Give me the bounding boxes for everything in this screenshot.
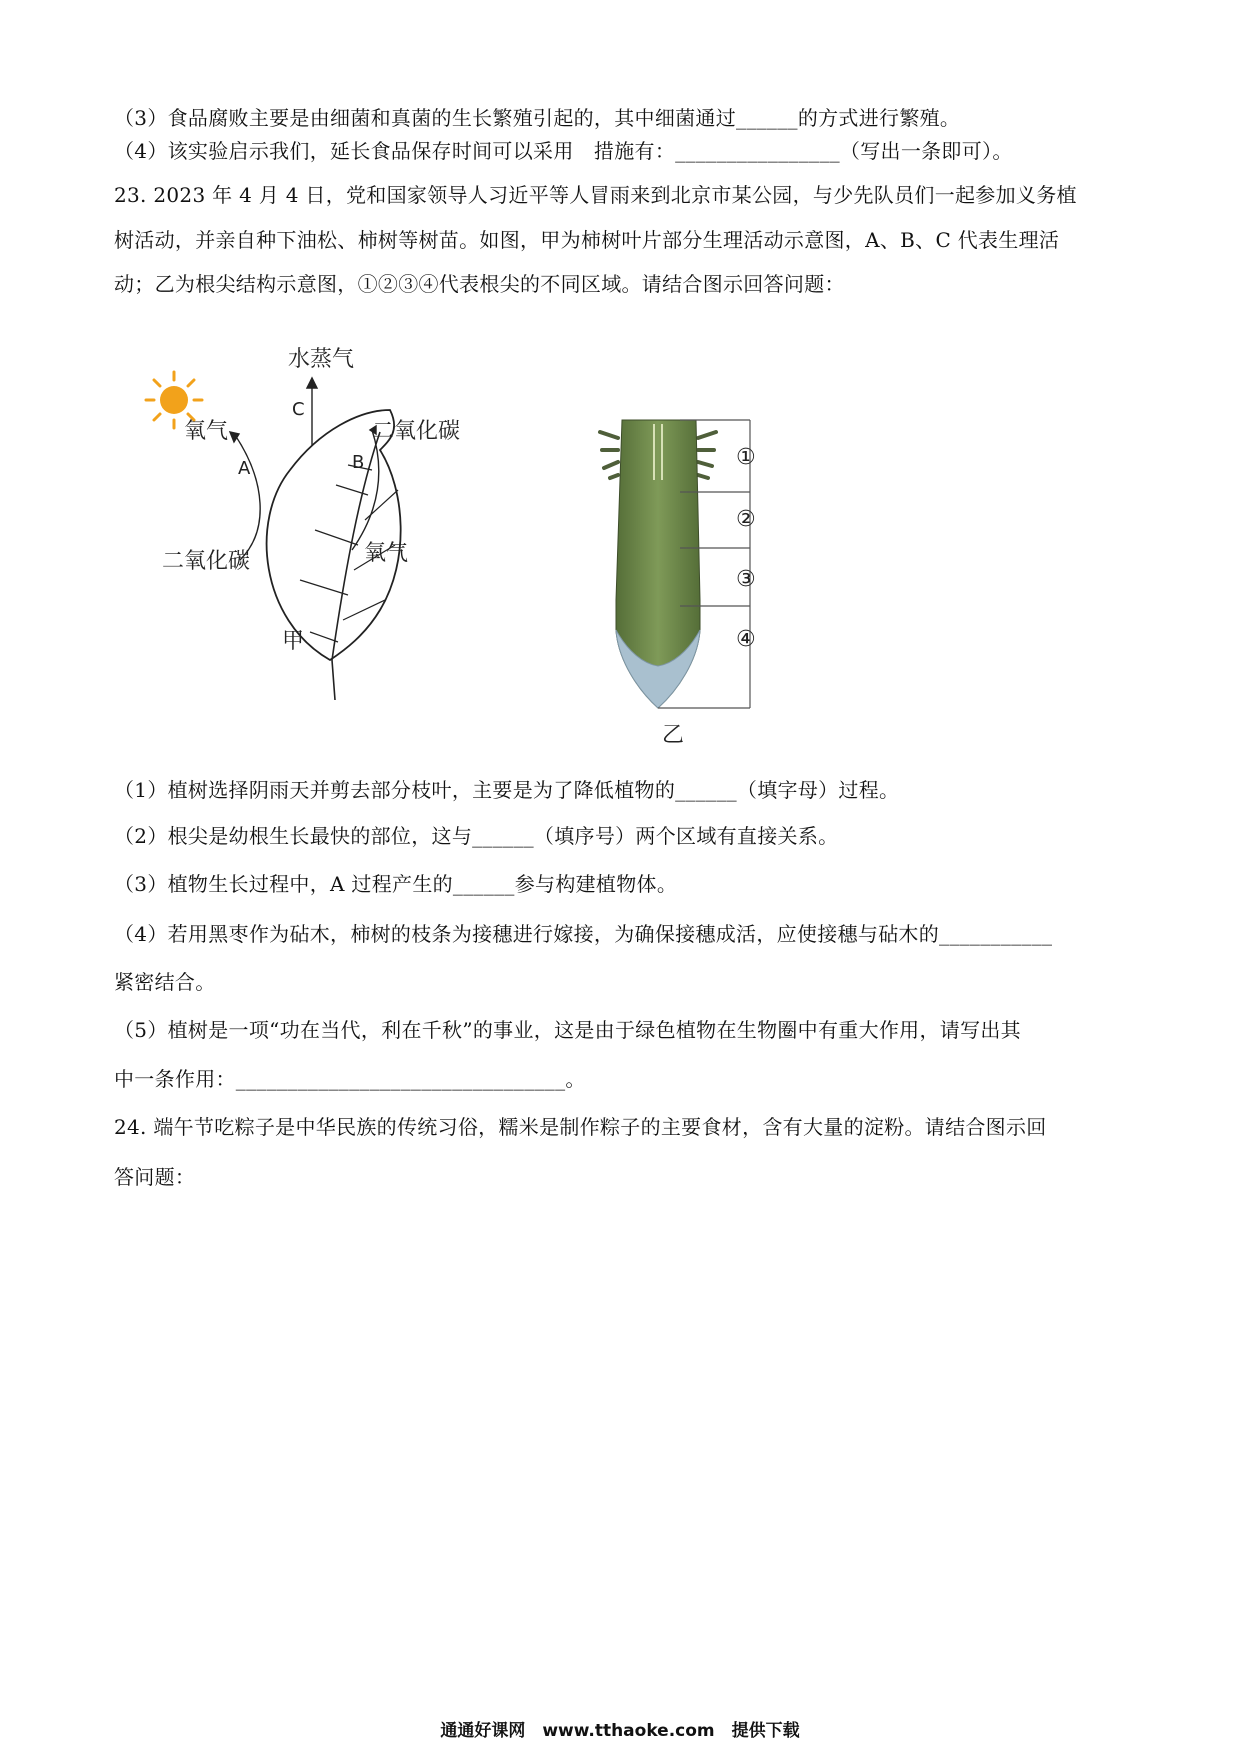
- arrow-c-water-vapor: [307, 378, 317, 445]
- region-1-label: ①: [736, 445, 756, 470]
- label-co2-right: 二氧化碳: [372, 419, 461, 444]
- arrow-b-pathway: [352, 426, 379, 550]
- q23-stem-line1: 23. 2023 年 4 月 4 日，党和国家领导人习近平等人冒雨来到北京市某公园，与少先队员们一起参加义务植: [114, 183, 1077, 207]
- q22-sub3: （3）食品腐败主要是由细菌和真菌的生长繁殖引起的，其中细菌通过______的方式进行繁殖。: [114, 106, 961, 130]
- region-3-label: ③: [736, 567, 756, 592]
- q24-stem-line1: 24. 端午节吃粽子是中华民族的传统习俗，糯米是制作粽子的主要食材，含有大量的淀粉。请结合图示回: [114, 1115, 1047, 1139]
- q23-sub5-line2: 中一条作用：________________________________。: [114, 1067, 586, 1091]
- figure-yi-root-tip: [600, 420, 800, 750]
- q23-sub5-line1: （5）植树是一项“功在当代，利在千秋”的事业，这是由于绿色植物在生物圈中有重大作用，请写出其: [114, 1018, 1021, 1042]
- region-4-label: ④: [736, 627, 756, 652]
- q23-sub1: （1）植树选择阴雨天并剪去部分枝叶，主要是为了降低植物的______（填字母）过程。: [114, 778, 900, 802]
- figure-jia-leaf-diagram: [140, 347, 540, 740]
- label-b: B: [352, 452, 365, 473]
- q22-sub4: （4）该实验启示我们，延长食品保存时间可以采用 措施有：________________（写出一条即可）。: [114, 139, 1013, 163]
- label-a: A: [238, 458, 251, 479]
- q23-sub4-line1: （4）若用黑枣作为砧木，柿树的枝条为接穗进行嫁接，为确保接穗成活，应使接穗与砧木的___________: [114, 922, 1053, 946]
- label-c: C: [292, 399, 305, 420]
- q23-sub2: （2）根尖是幼根生长最快的部位，这与______（填序号）两个区域有直接关系。: [114, 824, 839, 848]
- caption-jia: 甲: [282, 629, 305, 654]
- caption-yi: 乙: [662, 723, 685, 748]
- q23-stem-line3: 动；乙为根尖结构示意图，①②③④代表根尖的不同区域。请结合图示回答问题：: [114, 272, 845, 296]
- page-footer: 通通好课网 www.tthaoke.com 提供下载: [440, 1721, 800, 1741]
- arrow-a-pathway: [230, 432, 260, 560]
- label-co2-left: 二氧化碳: [162, 549, 251, 574]
- region-2-label: ②: [736, 507, 756, 532]
- q23-stem-line2: 树活动，并亲自种下油松、柿树等树苗。如图，甲为柿树叶片部分生理活动示意图，A、B、C 代表生理活: [114, 228, 1060, 252]
- label-oxygen-right: 氧气: [364, 541, 409, 566]
- leaf-outline: [267, 410, 401, 660]
- label-oxygen-left: 氧气: [184, 419, 229, 444]
- q24-stem-line2: 答问题：: [114, 1165, 196, 1189]
- label-water-vapor: 水蒸气: [288, 347, 355, 372]
- q23-sub3: （3）植物生长过程中，A 过程产生的______参与构建植物体。: [114, 872, 678, 896]
- q23-sub4-line2: 紧密结合。: [114, 970, 216, 994]
